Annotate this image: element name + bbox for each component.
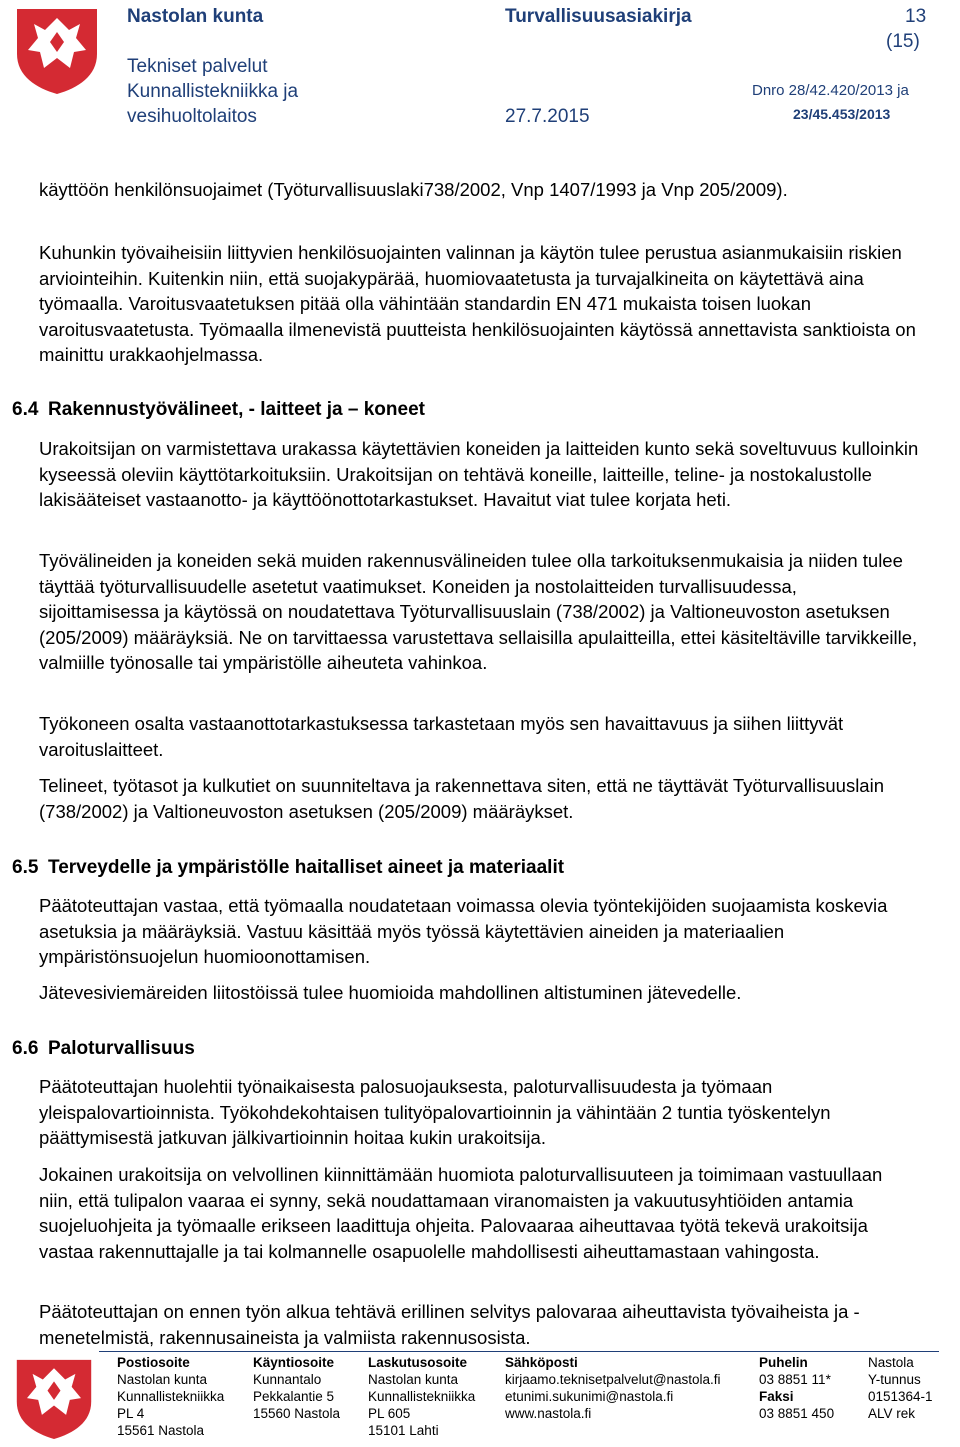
footer-visiting-address: Käyntiosoite Kunnantalo Pekkalantie 5 15560 Nastola xyxy=(253,1355,341,1421)
paragraph-6-5-2: Jätevesiviemäreiden liitostöissä tulee huomioida mahdollinen altistuminen jätevedelle. xyxy=(39,982,742,1003)
footer-business-id: Nastola Y-tunnus 0151364-1 ALV rek xyxy=(868,1355,933,1421)
header-page-number: 13 xyxy=(905,6,927,27)
footer-email: Sähköposti kirjaamo.teknisetpalvelut@nastola.fi etunimi.sukunimi@nastola.fi www.nastola.fi xyxy=(505,1355,721,1421)
nastola-coat-of-arms-footer-logo xyxy=(14,1357,94,1441)
header-dept-line3: vesihuoltolaitos xyxy=(127,106,257,127)
footer-email-personal[interactable]: etunimi.sukunimi@nastola.fi xyxy=(505,1389,674,1404)
section-heading-6-5: 6.5 Terveydelle ja ympäristölle haitalliset aineet ja materiaalit xyxy=(12,857,565,878)
header-dnro-line2: 23/45.453/2013 xyxy=(793,106,891,122)
paragraph-6-4-3: Työkoneen osalta vastaanottotarkastuksessa tarkastetaan myös sen havaittavuus ja siihen liittyvät varoituslaitteet. xyxy=(39,713,844,760)
footer-phone: Puhelin 03 8851 11* Faksi 03 8851 450 xyxy=(759,1355,835,1421)
header-dept-line2: Kunnallistekniikka ja xyxy=(127,81,299,102)
header-date: 27.7.2015 xyxy=(505,106,590,127)
footer-postal-address: Postiosoite Nastolan kunta Kunnallistekniikka PL 4 15561 Nastola xyxy=(117,1355,225,1438)
paragraph-6-4-4: Telineet, työtasot ja kulkutiet on suunniteltava ja rakennettava siten, että ne täyttävät Työturvallisuuslain (738/2002) ja Valtioneuvoston asetuksen (205/2009) määräykset. xyxy=(39,775,884,822)
paragraph-6-6-1: Päätoteuttajan huolehtii työnaikaisesta palosuojauksesta, paloturvallisuudesta ja työmaan yleispalovartioinnista. Työkohdekohtaisen tulityöpalovartioinnin ja vähintään 2 tuntia työskentelyn päättymisestä jatkuvan jälkivartioinnin hoitaa kukin urakoitsija. xyxy=(39,1076,831,1149)
header-org: Nastolan kunta xyxy=(127,6,264,27)
paragraph-6-4-1: Urakoitsijan on varmistettava urakassa käytettävien koneiden ja laitteiden kunto sekä soveltuvuus kulloinkin kyseessä oleviin käyttötarkoituksiin. Urakoitsijan on tehtävä koneille, laitteille, teline- ja nostokalustolle lakisääteiset vastaanotto- ja käyttöönottotarkastukset. Havaitut viat tulee korjata heti. xyxy=(39,438,919,511)
footer-email-registry[interactable]: kirjaamo.teknisetpalvelut@nastola.fi xyxy=(505,1372,721,1387)
paragraph-6-6-3: Päätoteuttajan on ennen työn alkua tehtävä erillinen selvitys palovaraa aiheuttavista työvaiheista ja -menetelmistä, rakennusaineista ja valmiista rakennusosista. xyxy=(39,1301,860,1348)
paragraph-6-5-1: Päätoteuttajan vastaa, että työmaalla noudatetaan voimassa olevia työntekijöiden suojaamista koskevia asetuksia ja määräyksiä. Vastuu käsittää myös työssä käytettävien aineiden ja materiaalien ympäristönsuojelun huomioonottamisen. xyxy=(39,895,888,968)
paragraph-6-6-2: Jokainen urakoitsija on velvollinen kiinnittämään huomiota paloturvallisuuteen ja toimimaan vastuullaan niin, että tulipalon vaaraa ei synny, sekä noudattamaan viranomaisten ja vakuutusyhtiöiden antamia suojeluohjeita ja työmaalle erikseen laadittuja ohjeita. Palovaaraa aiheuttavaa työtä tekevä urakoitsija vastaa rakennuttajalle ja tai kolmannelle osapuolelle mahdollisesti aiheuttamastaan vahingosta. xyxy=(39,1164,883,1262)
paragraph-ppe-selection: Kuhunkin työvaiheisiin liittyvien henkilösuojainten valinnan ja käytön tulee perustua asianmukaisiin riskien arviointeihin. Kuitenkin niin, että suojakypärää, huomiovaatetusta ja turvajalkineita on käytettävä aina työmaalla. Varoitusvaatetuksen pitää olla vähintään standardin EN 471 mukaista toisen luokan varoitusvaatetusta. Työmaalla ilmenevistä puutteista henkilösuojainten käytössä annettavista sanktioista on mainittu urakkaohjelmassa. xyxy=(39,242,916,366)
footer-billing-address: Laskutusosoite Nastolan kunta Kunnallistekniikka PL 605 15101 Lahti xyxy=(368,1355,476,1438)
footer-divider xyxy=(99,1351,939,1352)
header-page-total: (15) xyxy=(886,31,920,52)
footer-website-link[interactable]: www.nastola.fi xyxy=(505,1406,592,1421)
header-doc-title: Turvallisuusasiakirja xyxy=(505,6,692,27)
nastola-coat-of-arms-logo xyxy=(14,6,100,96)
section-heading-6-6: 6.6 Paloturvallisuus xyxy=(12,1038,195,1059)
header-dnro-line1: Dnro 28/42.420/2013 ja xyxy=(752,82,909,99)
paragraph-ppe-law: käyttöön henkilönsuojaimet (Työturvallisuuslaki738/2002, Vnp 1407/1993 ja Vnp 205/2009). xyxy=(39,179,788,200)
header-dept-line1: Tekniset palvelut xyxy=(127,56,268,77)
section-heading-6-4: 6.4 Rakennustyövälineet, - laitteet ja – koneet xyxy=(12,399,425,420)
paragraph-6-4-2: Työvälineiden ja koneiden sekä muiden rakennusvälineiden tulee olla tarkoituksenmukaisia ja niiden tulee täyttää työturvallisuudelle asetetut vaatimukset. Koneiden ja nostolaitteiden turvallisuudessa, sijoittamisessa ja käytössä on noudatettava Työturvallisuuslain (738/2002) ja Valtioneuvoston asetuksen (205/2009) määräyksiä. Ne on tarvittaessa varustettava sellaisilla apulaitteilla, ettei käsiteltäville tarvikkeille, valmiille työnosalle tai ympäristölle aiheuteta vahinkoa. xyxy=(39,550,918,674)
